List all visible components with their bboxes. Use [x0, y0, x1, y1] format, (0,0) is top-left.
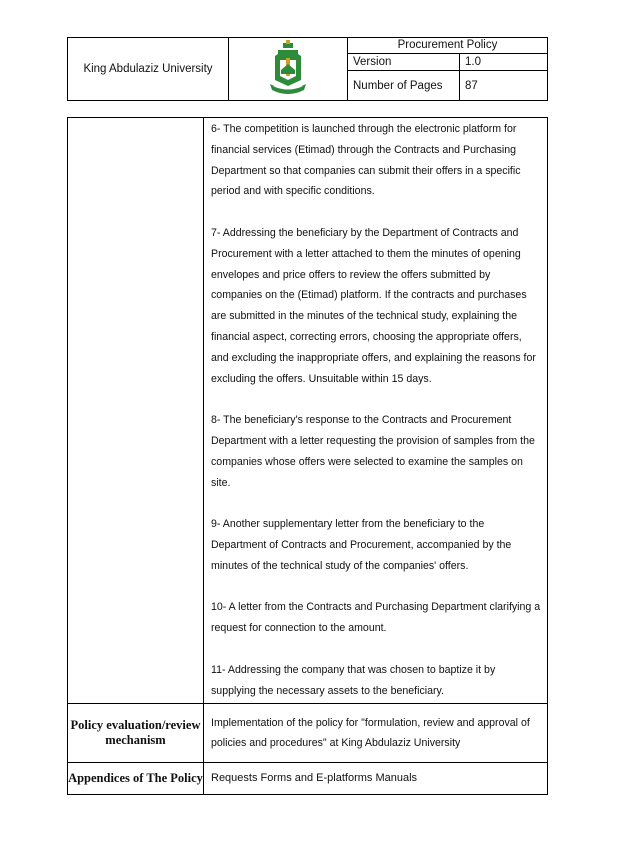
version-row	[348, 54, 547, 71]
policy-table	[67, 117, 548, 795]
policy-title: Procurement Policy	[348, 38, 547, 54]
evaluation-label: Policy evaluation/review mechanism	[68, 704, 204, 762]
procedure-steps	[204, 118, 547, 703]
version-label: Version	[348, 54, 460, 70]
version-value: 1.0	[465, 56, 481, 68]
step-paragraph: 11- Addressing the company that was chosen to baptize it by supplying the necessary assets to the beneficiary.	[211, 663, 496, 697]
pages-value: 87	[465, 79, 478, 92]
step-paragraph: 10- A letter from the Contracts and Purchasing Department clarifying a request for connection to the amount.	[211, 601, 541, 635]
table-row	[68, 118, 547, 704]
step-paragraph: 9- Another supplementary letter from the beneficiary to the Department of Contracts and Procurement, accompanied by the minutes of the technical study of the companies' offers.	[211, 518, 512, 572]
step-paragraph: 6- The competition is launched through the electronic platform for financial services (Etimad) through the Contracts and Purchasing Department so that companies can submit their offers in a specific period and with specific conditions.	[211, 123, 521, 198]
table-row	[68, 704, 547, 763]
step-paragraph: 8- The beneficiary's response to the Contracts and Procurement Department with a letter requesting the provision of samples from the companies whose offers were selected to examine the samples on site.	[211, 414, 535, 489]
university-logo	[229, 38, 348, 100]
university-name: King Abdulaziz University	[68, 38, 229, 100]
university-seal-icon	[268, 40, 308, 98]
evaluation-text: Implementation of the policy for "formulation, review and approval of policies and procedures" at King Abdulaziz University	[211, 716, 530, 750]
table-row	[68, 763, 547, 794]
appendices-text: Requests Forms and E-platforms Manuals	[211, 772, 418, 785]
policy-meta	[348, 38, 547, 100]
pages-label: Number of Pages	[348, 71, 460, 100]
empty-label-cell	[68, 118, 204, 703]
document-header	[67, 37, 548, 101]
step-paragraph: 7- Addressing the beneficiary by the Department of Contracts and Procurement with a letter attached to them the minutes of opening envelopes and price offers to review the offers submitted by companies on the (Etimad) platform. If the contracts and purchases are submitted in the minutes of the technical study, explaining the financial aspect, correcting errors, choosing the appropriate offers, and excluding the inappropriate offers, and explaining the reasons for excluding the offers. Unsuitable within 15 days.	[211, 226, 536, 385]
pages-row	[348, 71, 547, 100]
appendices-label: Appendices of The Policy	[68, 763, 204, 794]
